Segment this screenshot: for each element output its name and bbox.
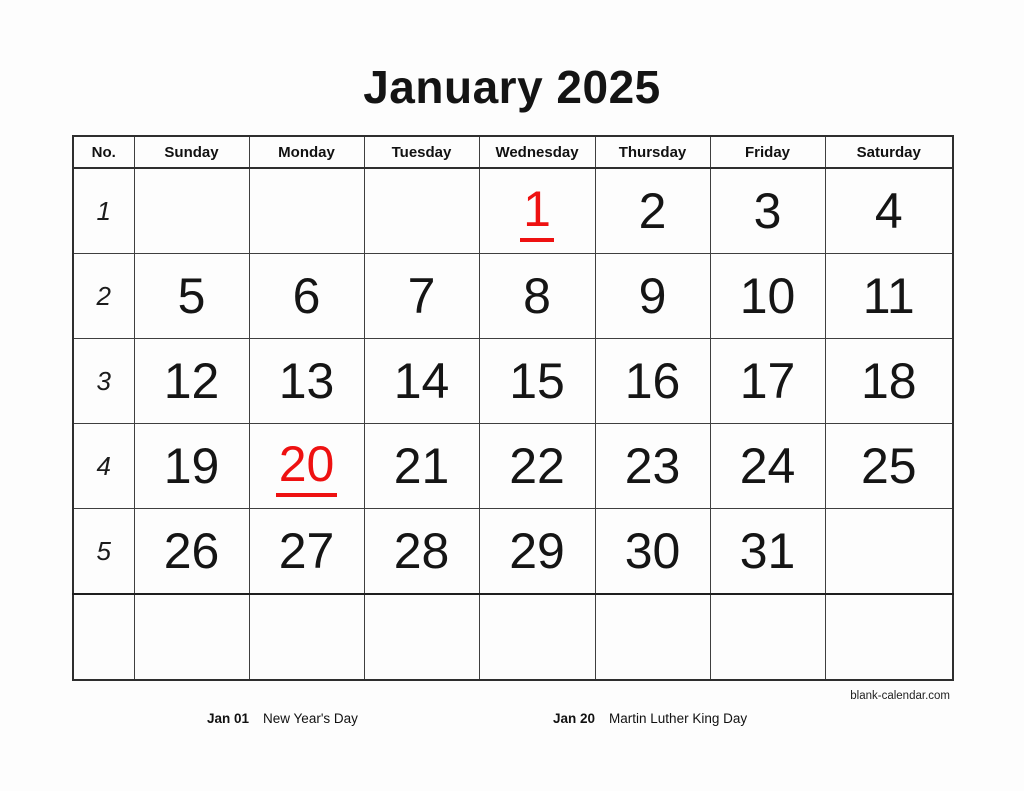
weekday-header-tuesday: Tuesday bbox=[364, 136, 479, 168]
holiday-name: Martin Luther King Day bbox=[609, 711, 748, 726]
holiday-date: Jan 20 bbox=[553, 711, 596, 726]
date-cell-24: 24 bbox=[710, 424, 825, 509]
date-cell-empty bbox=[249, 594, 364, 680]
holiday-item bbox=[207, 711, 358, 726]
date-cell-4: 4 bbox=[825, 168, 953, 254]
weekday-header-monday: Monday bbox=[249, 136, 364, 168]
date-cell-16: 16 bbox=[595, 339, 710, 424]
date-cell-10: 10 bbox=[710, 254, 825, 339]
date-cell-28: 28 bbox=[364, 509, 479, 595]
date-cell-empty bbox=[364, 594, 479, 680]
date-cell-11: 11 bbox=[825, 254, 953, 339]
week-number: 2 bbox=[73, 254, 134, 339]
date-cell-22: 22 bbox=[479, 424, 595, 509]
weekday-header-thursday: Thursday bbox=[595, 136, 710, 168]
date-cell-7: 7 bbox=[364, 254, 479, 339]
week-row-2 bbox=[73, 254, 953, 339]
empty-row bbox=[73, 594, 953, 680]
date-cell-23: 23 bbox=[595, 424, 710, 509]
date-cell-18: 18 bbox=[825, 339, 953, 424]
week-number: 4 bbox=[73, 424, 134, 509]
date-cell-30: 30 bbox=[595, 509, 710, 595]
date-cell-empty bbox=[134, 168, 249, 254]
date-cell-6: 6 bbox=[249, 254, 364, 339]
weekday-header-saturday: Saturday bbox=[825, 136, 953, 168]
week-row-1 bbox=[73, 168, 953, 254]
weekday-header-row bbox=[73, 136, 953, 168]
date-cell-empty bbox=[710, 594, 825, 680]
date-cell-2: 2 bbox=[595, 168, 710, 254]
date-cell-12: 12 bbox=[134, 339, 249, 424]
highlighted-date: 20 bbox=[276, 439, 338, 497]
date-cell-13: 13 bbox=[249, 339, 364, 424]
date-cell-9: 9 bbox=[595, 254, 710, 339]
date-cell-14: 14 bbox=[364, 339, 479, 424]
date-cell-empty bbox=[825, 509, 953, 595]
date-cell-20 bbox=[249, 424, 364, 509]
date-cell-25: 25 bbox=[825, 424, 953, 509]
date-cell-26: 26 bbox=[134, 509, 249, 595]
date-cell-5: 5 bbox=[134, 254, 249, 339]
weekday-header-no: No. bbox=[73, 136, 134, 168]
watermark: blank-calendar.com bbox=[850, 690, 950, 702]
highlighted-date: 1 bbox=[520, 184, 554, 242]
date-cell-empty bbox=[825, 594, 953, 680]
week-row-5 bbox=[73, 509, 953, 595]
holiday-item bbox=[553, 711, 747, 726]
date-cell-15: 15 bbox=[479, 339, 595, 424]
date-cell-31: 31 bbox=[710, 509, 825, 595]
date-cell-3: 3 bbox=[710, 168, 825, 254]
weekday-header-sunday: Sunday bbox=[134, 136, 249, 168]
date-cell-27: 27 bbox=[249, 509, 364, 595]
weekday-header-wednesday: Wednesday bbox=[479, 136, 595, 168]
date-cell-17: 17 bbox=[710, 339, 825, 424]
date-cell-empty bbox=[364, 168, 479, 254]
week-row-3 bbox=[73, 339, 953, 424]
week-number bbox=[73, 594, 134, 680]
weekday-header-friday: Friday bbox=[710, 136, 825, 168]
date-cell-empty bbox=[134, 594, 249, 680]
date-cell-empty bbox=[479, 594, 595, 680]
week-number: 3 bbox=[73, 339, 134, 424]
date-cell-1 bbox=[479, 168, 595, 254]
holiday-name: New Year's Day bbox=[263, 711, 358, 726]
week-row-4 bbox=[73, 424, 953, 509]
week-number: 5 bbox=[73, 509, 134, 595]
date-cell-29: 29 bbox=[479, 509, 595, 595]
date-cell-8: 8 bbox=[479, 254, 595, 339]
week-number: 1 bbox=[73, 168, 134, 254]
page-title: January 2025 bbox=[363, 61, 661, 113]
date-cell-21: 21 bbox=[364, 424, 479, 509]
date-cell-empty bbox=[249, 168, 364, 254]
holiday-date: Jan 01 bbox=[207, 711, 250, 726]
date-cell-empty bbox=[595, 594, 710, 680]
date-cell-19: 19 bbox=[134, 424, 249, 509]
calendar-table bbox=[72, 135, 954, 681]
